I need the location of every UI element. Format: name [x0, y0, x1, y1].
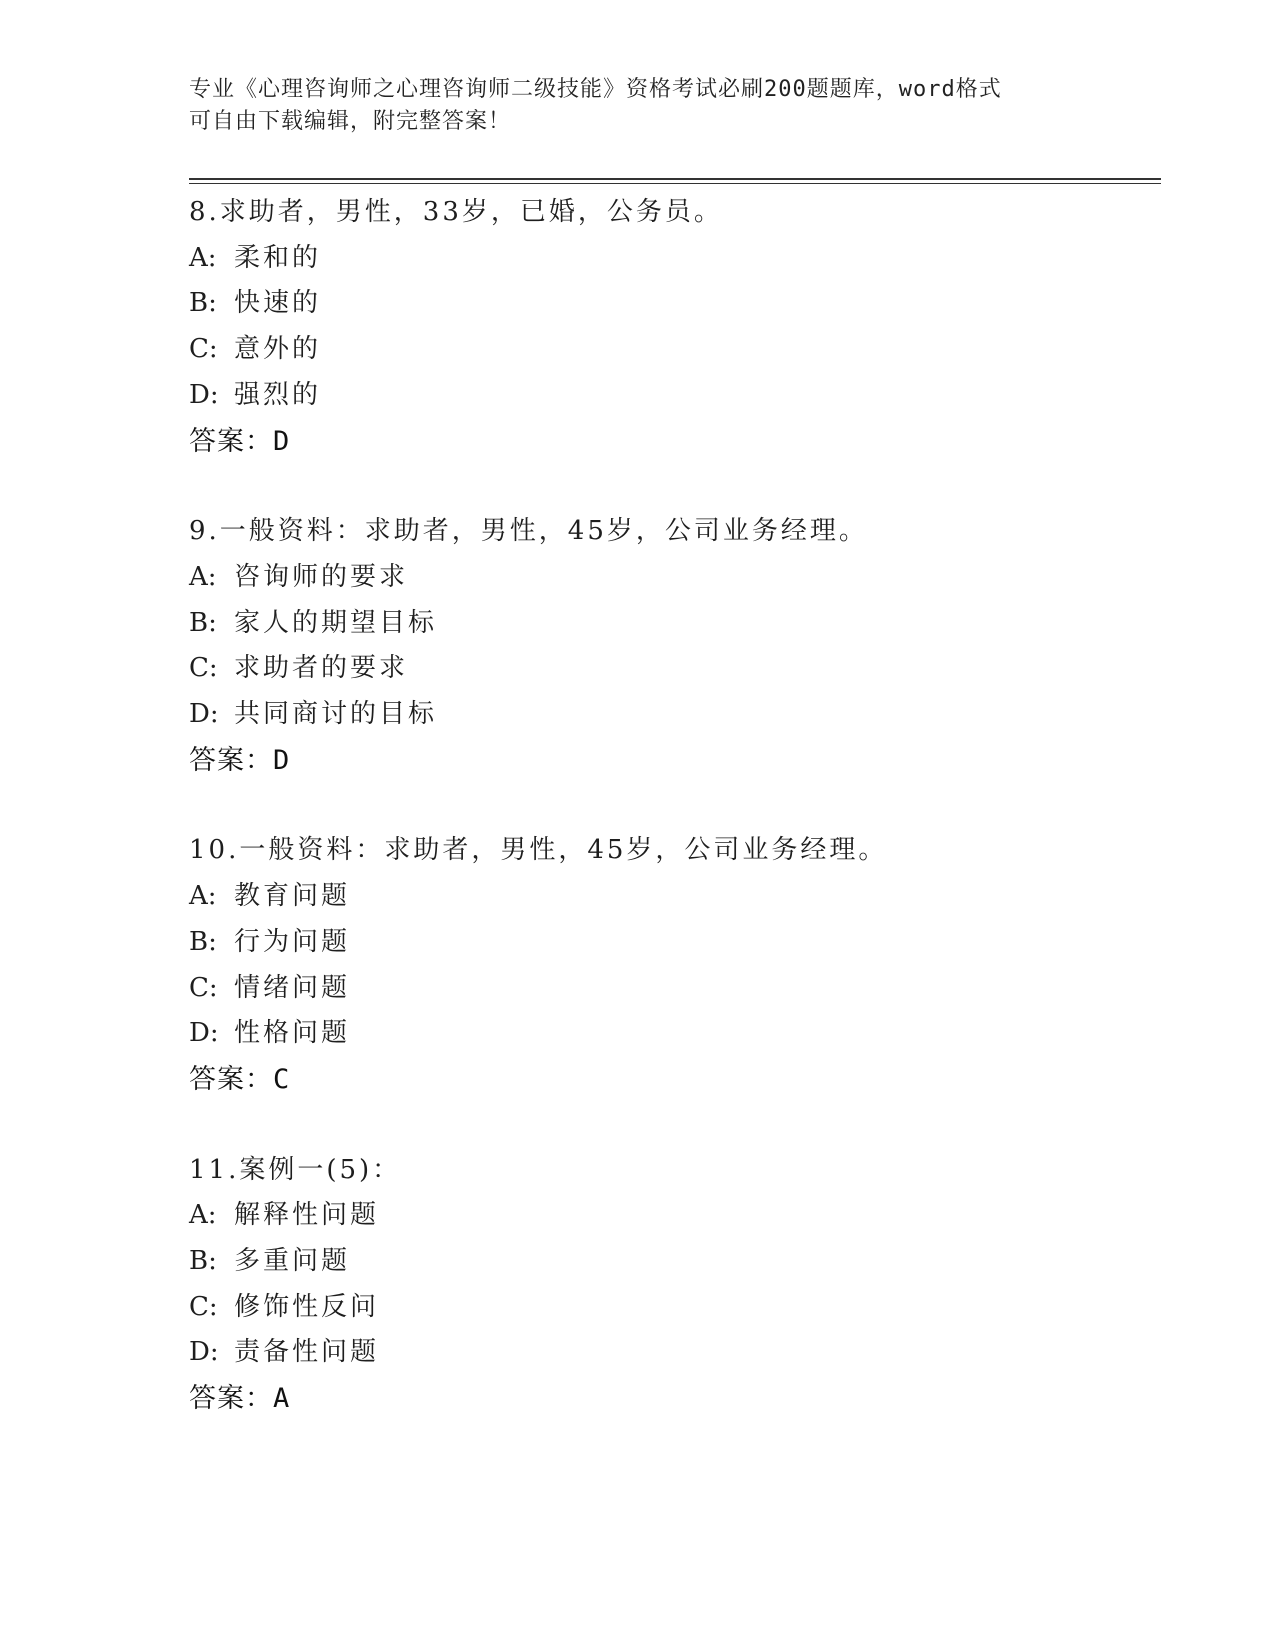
question-stem: 10.一般资料：求助者，男性，45岁，公司业务经理。 [189, 835, 888, 866]
answer-label: 答案： [189, 1383, 273, 1415]
option-c [189, 646, 1161, 692]
option-letter: C: [189, 334, 218, 365]
option-letter: A: [189, 1200, 217, 1231]
answer-value: C [273, 1063, 291, 1095]
option-letter: B: [189, 926, 217, 957]
option-b [189, 920, 1161, 966]
option-letter: C: [189, 653, 218, 684]
option-c [189, 1285, 1161, 1331]
option-text: 情绪问题 [234, 972, 351, 1003]
option-text: 快速的 [234, 288, 322, 319]
option-text: 修饰性反问 [234, 1291, 380, 1322]
answer-value: D [273, 744, 291, 776]
option-text: 多重问题 [234, 1246, 351, 1277]
option-d [189, 373, 1161, 419]
option-text: 家人的期望目标 [234, 607, 438, 638]
option-text: 柔和的 [234, 242, 322, 273]
option-text: 责备性问题 [234, 1337, 380, 1368]
option-c [189, 966, 1161, 1012]
header-title-line-2: 可自由下载编辑，附完整答案！ [189, 109, 512, 134]
question-stem: 8.求助者，男性，33岁，已婚，公务员。 [189, 197, 723, 227]
option-letter: D: [189, 1018, 219, 1049]
option-a [189, 555, 1161, 601]
option-letter: B: [189, 288, 217, 319]
option-d [189, 1330, 1161, 1376]
option-letter: D: [189, 699, 219, 730]
option-text: 行为问题 [234, 926, 351, 957]
option-b [189, 1239, 1161, 1285]
option-a [189, 1193, 1161, 1239]
question-8 [189, 190, 1161, 464]
header-title-line-1: 专业《心理咨询师之心理咨询师二级技能》资格考试必刷200题题库，word格式 [189, 77, 1002, 102]
question-stem: 11.案例一(5)： [189, 1154, 402, 1185]
header-divider-thick [189, 178, 1161, 180]
answer-line [189, 1057, 1161, 1103]
option-text: 强烈的 [234, 379, 322, 410]
option-letter: A: [189, 561, 217, 592]
question-list [189, 190, 1161, 1422]
option-text: 求助者的要求 [234, 653, 409, 684]
option-letter: D: [189, 379, 219, 410]
option-letter: A: [189, 881, 217, 912]
answer-line [189, 419, 1161, 465]
option-d [189, 692, 1161, 738]
answer-label: 答案： [189, 1063, 273, 1095]
question-stem: 9.一般资料：求助者，男性，45岁，公司业务经理。 [189, 516, 868, 547]
answer-value: A [273, 1383, 291, 1415]
option-a [189, 236, 1161, 282]
document-header [189, 74, 1089, 138]
option-text: 解释性问题 [234, 1200, 380, 1231]
option-letter: B: [189, 607, 217, 638]
option-c [189, 327, 1161, 373]
option-text: 共同商讨的目标 [234, 699, 438, 730]
option-text: 咨询师的要求 [234, 561, 409, 592]
option-b [189, 601, 1161, 647]
answer-label: 答案： [189, 425, 273, 457]
option-b [189, 281, 1161, 327]
answer-line [189, 1376, 1161, 1422]
option-text: 教育问题 [234, 881, 351, 912]
header-divider-thin [189, 183, 1161, 184]
question-10 [189, 828, 1161, 1102]
option-letter: C: [189, 1291, 218, 1322]
option-letter: C: [189, 972, 218, 1003]
option-letter: D: [189, 1337, 219, 1368]
question-11 [189, 1148, 1161, 1422]
question-9 [189, 509, 1161, 783]
option-a [189, 874, 1161, 920]
option-letter: A: [189, 242, 217, 273]
option-text: 性格问题 [234, 1018, 351, 1049]
answer-line [189, 738, 1161, 784]
answer-value: D [273, 425, 291, 457]
answer-label: 答案： [189, 744, 273, 776]
option-letter: B: [189, 1246, 217, 1277]
option-text: 意外的 [234, 334, 322, 365]
option-d [189, 1011, 1161, 1057]
